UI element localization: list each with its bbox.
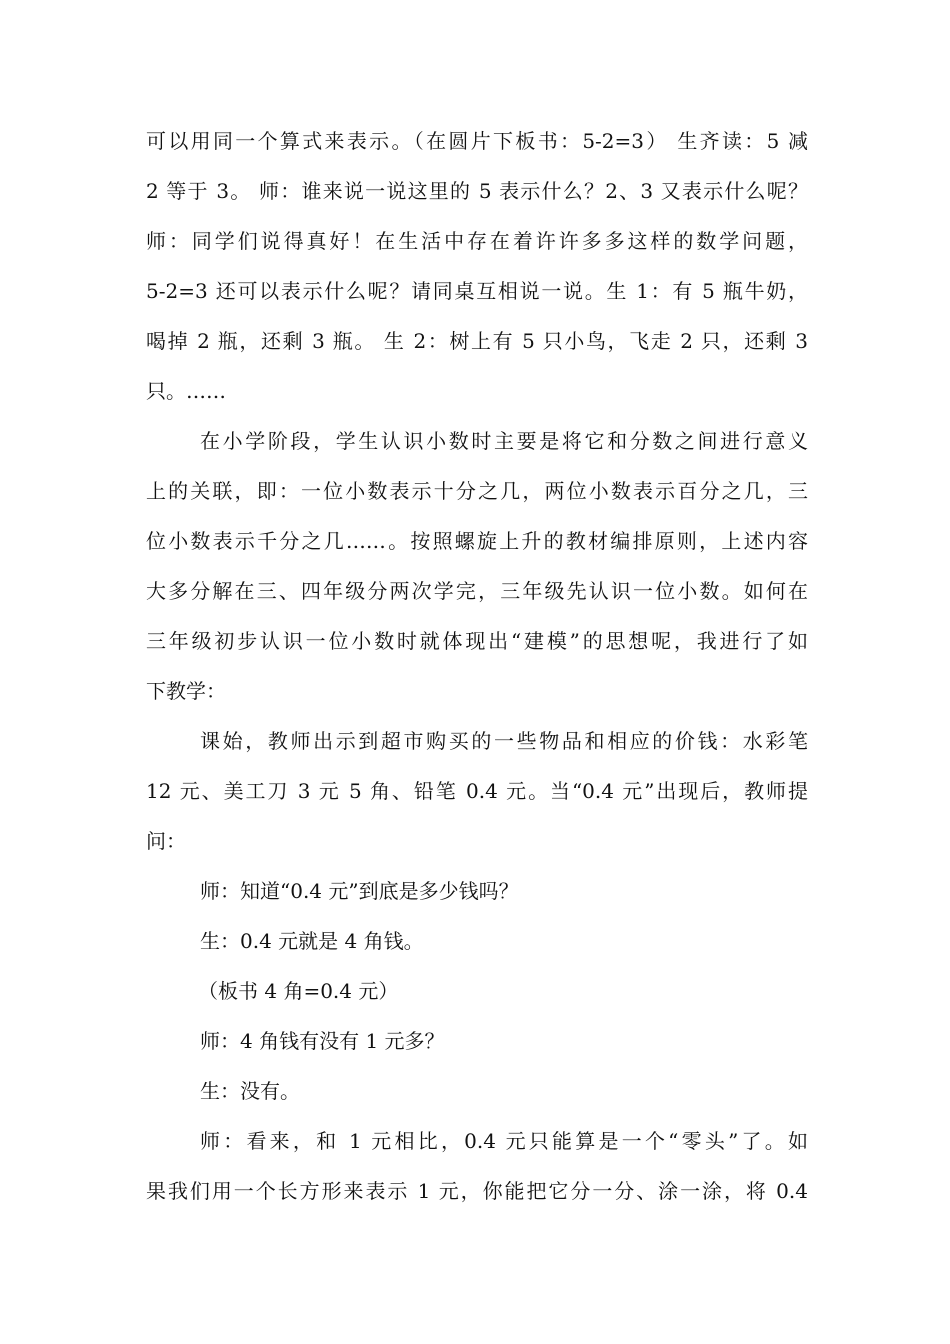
text-line: 师：看来，和 1 元相比，0.4 元只能算是一个“零头”了。如 [200,1129,808,1153]
text-line: 喝掉 2 瓶，还剩 3 瓶。 生 2：树上有 5 只小鸟，飞走 2 只，还剩 3 [146,329,808,353]
document-body [146,116,808,1216]
text-line: 问： [146,829,186,853]
text-line: 师：同学们说得真好！在生活中存在着许许多多这样的数学问题， [146,229,808,253]
text-line: （板书 4 角=0.4 元） [198,979,399,1003]
text-line: 位小数表示千分之几……。按照螺旋上升的教材编排原则，上述内容 [146,529,808,553]
board-note [146,966,808,1016]
text-line: 课始，教师出示到超市购买的一些物品和相应的价钱：水彩笔 [200,729,808,753]
text-line: 果我们用一个长方形来表示 1 元，你能把它分一分、涂一涂，将 0.4 [146,1179,808,1203]
text-line: 师：知道“0.4 元”到底是多少钱吗？ [200,879,519,903]
text-line: 上的关联，即：一位小数表示十分之几，两位小数表示百分之几，三 [146,479,808,503]
paragraph-decimal-intro [146,416,808,716]
text-line: 师：4 角钱有没有 1 元多？ [200,1029,445,1053]
dialogue-student-no [146,1066,808,1116]
text-line: 2 等于 3。 师：谁来说一说这里的 5 表示什么？2、3 又表示什么呢？ [146,179,808,203]
paragraph-lesson-start [146,716,808,866]
text-line: 下教学： [146,679,226,703]
text-line: 在小学阶段，学生认识小数时主要是将它和分数之间进行意义 [200,429,808,453]
dialogue-student-answer [146,916,808,966]
dialogue-teacher-question [146,866,808,916]
paragraph-subtraction-example [146,116,808,416]
text-line: 只。…… [146,379,226,403]
text-line: 生：没有。 [200,1079,300,1103]
text-line: 12 元、美工刀 3 元 5 角、铅笔 0.4 元。当“0.4 元”出现后，教师提 [146,779,808,803]
text-line: 生：0.4 元就是 4 角钱。 [200,929,424,953]
text-line: 大多分解在三、四年级分两次学完，三年级先认识一位小数。如何在 [146,579,808,603]
text-line: 三年级初步认识一位小数时就体现出“建模”的思想呢，我进行了如 [146,629,808,653]
dialogue-teacher-rectangle [146,1116,808,1216]
dialogue-teacher-compare [146,1016,808,1066]
text-line: 5-2=3 还可以表示什么呢？请同桌互相说一说。生 1：有 5 瓶牛奶， [146,279,808,303]
text-line: 可以用同一个算式来表示。（在圆片下板书：5-2=3） 生齐读：5 减 [146,129,808,153]
